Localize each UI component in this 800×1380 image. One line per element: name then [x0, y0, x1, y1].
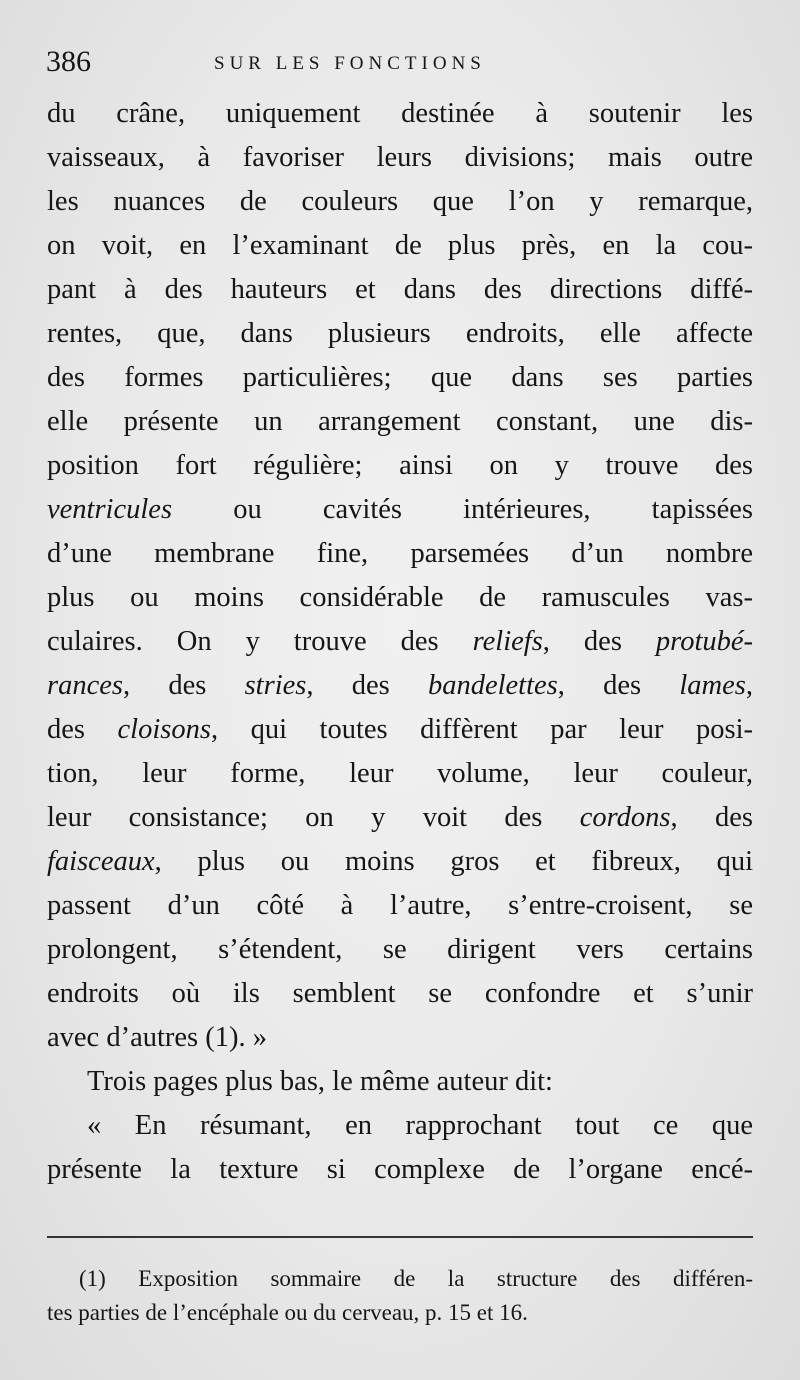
text-line: vaisseaux, à favoriser leurs divisions; mais outre	[47, 142, 753, 173]
text-line: passent d’un côté à l’autre, s’entre-croisent, se	[47, 890, 753, 921]
text-line: des cloisons, qui toutes diffèrent par leur posi-	[47, 714, 753, 745]
running-head: SUR LES FONCTIONS	[214, 53, 486, 74]
text-line: endroits où ils semblent se confondre et s’unir	[47, 978, 753, 1009]
text-line: d’une membrane fine, parsemées d’un nombre	[47, 538, 753, 569]
text-line: ventricules ou cavités intérieures, tapissées	[47, 494, 753, 525]
text-line: faisceaux, plus ou moins gros et fibreux, qui	[47, 846, 753, 877]
text-line: des formes particulières; que dans ses parties	[47, 362, 753, 393]
text-line: pant à des hauteurs et dans des directions diffé-	[47, 274, 753, 305]
text-line: position fort régulière; ainsi on y trouve des	[47, 450, 753, 481]
text-line: rances, des stries, des bandelettes, des lames,	[47, 670, 753, 701]
italic-term: stries	[244, 670, 307, 701]
italic-term: ventricules	[47, 494, 173, 525]
text-line: « En résumant, en rapprochant tout ce que	[87, 1110, 753, 1141]
text-line: elle présente un arrangement constant, une dis-	[47, 406, 753, 437]
text-line: leur consistance; on y voit des cordons, des	[47, 802, 753, 833]
footnote-rule	[47, 1236, 753, 1238]
text-line: avec d’autres (1). »	[47, 1022, 267, 1053]
footnote	[47, 1262, 753, 1330]
text-line: Trois pages plus bas, le même auteur dit:	[87, 1066, 553, 1097]
italic-term: faisceaux	[47, 846, 155, 877]
text-line: prolongent, s’étendent, se dirigent vers certains	[47, 934, 753, 965]
footnote-line: (1) Exposition sommaire de la structure des différen-	[79, 1266, 753, 1291]
text-line: du crâne, uniquement destinée à soutenir les	[47, 98, 753, 129]
text-line: culaires. On y trouve des reliefs, des protubé-	[47, 626, 753, 657]
text-line: rentes, que, dans plusieurs endroits, elle affecte	[47, 318, 753, 349]
italic-term: bandelettes	[427, 670, 558, 701]
body-text	[47, 92, 753, 1192]
text-line: présente la texture si complexe de l’organe encé-	[47, 1154, 753, 1185]
text-line: on voit, en l’examinant de plus près, en la cou-	[47, 230, 753, 261]
text-line: tion, leur forme, leur volume, leur couleur,	[47, 758, 753, 789]
italic-term: reliefs	[472, 626, 543, 657]
text-line: plus ou moins considérable de ramuscules vas-	[47, 582, 753, 613]
italic-term: cloisons	[117, 714, 211, 745]
page-number: 386	[46, 45, 91, 78]
footnote-line: tes parties de l’encéphale ou du cerveau, p. 15 et 16.	[47, 1300, 528, 1325]
italic-term: cordons	[579, 802, 671, 833]
italic-term: protubé-	[655, 626, 753, 657]
italic-term: rances	[47, 670, 123, 701]
italic-term: lames	[679, 670, 746, 701]
text-line: les nuances de couleurs que l’on y remarque,	[47, 186, 753, 217]
page-header	[46, 40, 752, 84]
